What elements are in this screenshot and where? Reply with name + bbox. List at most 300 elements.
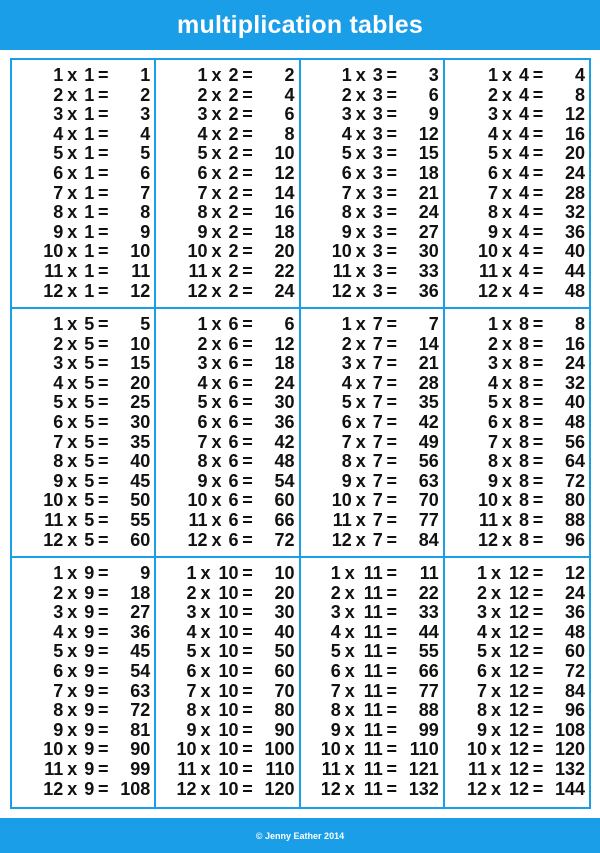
equals-sign: = <box>242 221 253 242</box>
table-row <box>12 223 150 243</box>
product: 44 <box>564 260 585 281</box>
multiplicand: 1 <box>341 65 352 85</box>
table-row <box>445 721 585 741</box>
multiplier: 11 <box>363 602 383 623</box>
equals-sign: = <box>97 143 109 164</box>
table-row <box>156 125 294 145</box>
multiplier: 5 <box>84 451 95 472</box>
equals-sign: = <box>242 470 253 491</box>
equals-sign: = <box>532 372 544 393</box>
table-row <box>445 491 585 511</box>
equals-sign: = <box>242 65 253 85</box>
times-sign: x <box>67 700 78 721</box>
multiplier: 3 <box>372 143 383 164</box>
multiplicand: 3 <box>341 353 352 374</box>
multiplicand: 4 <box>341 123 352 144</box>
footer-bar <box>0 818 600 853</box>
multiplicand: 2 <box>186 582 197 603</box>
product: 80 <box>274 700 295 721</box>
times-sign: x <box>67 470 78 491</box>
table-row <box>445 682 585 702</box>
table-row <box>12 282 150 302</box>
multiplier: 1 <box>84 84 95 105</box>
multiplier: 10 <box>218 621 239 642</box>
table-row <box>12 393 150 413</box>
table-row <box>445 125 585 145</box>
table-row <box>445 184 585 204</box>
product: 28 <box>418 372 439 393</box>
table-row <box>445 315 585 335</box>
table-row <box>156 531 294 551</box>
equals-sign: = <box>532 563 544 583</box>
table-row <box>445 282 585 302</box>
times-sign: x <box>501 333 512 354</box>
product: 45 <box>130 470 151 491</box>
table-row <box>301 354 439 374</box>
product: 18 <box>274 353 295 374</box>
multiplier: 9 <box>84 719 95 740</box>
multiplicand: 6 <box>197 411 208 432</box>
equals-sign: = <box>532 65 544 85</box>
times-sign: x <box>67 280 78 301</box>
equals-sign: = <box>97 470 109 491</box>
table-row <box>445 144 585 164</box>
times-sign: x <box>211 162 222 183</box>
equals-sign: = <box>97 641 109 662</box>
times-sign: x <box>355 123 366 144</box>
product: 49 <box>418 431 439 452</box>
product: 8 <box>284 123 295 144</box>
times-sign: x <box>490 563 501 583</box>
equals-sign: = <box>242 392 253 413</box>
product: 3 <box>428 65 439 85</box>
times-sign: x <box>67 182 78 203</box>
times-sign: x <box>211 182 222 203</box>
product: 6 <box>284 314 295 334</box>
multiplicand: 9 <box>53 221 64 242</box>
equals-sign: = <box>97 563 109 583</box>
table-row <box>445 642 585 662</box>
product: 56 <box>564 431 585 452</box>
equals-sign: = <box>532 470 544 491</box>
multiplicand: 5 <box>341 143 352 164</box>
multiplier: 5 <box>84 509 95 530</box>
table-row <box>156 564 294 584</box>
equals-sign: = <box>242 739 253 760</box>
equals-sign: = <box>386 529 397 550</box>
table-row <box>301 721 439 741</box>
table-row <box>301 282 439 302</box>
times-sign: x <box>67 333 78 354</box>
equals-sign: = <box>97 353 109 374</box>
multiplicand: 11 <box>188 509 208 530</box>
product: 8 <box>140 202 151 223</box>
table-row <box>301 511 439 531</box>
multiplier: 12 <box>508 778 529 799</box>
multiplicand: 5 <box>476 641 487 662</box>
multiplier: 8 <box>518 451 529 472</box>
multiplier: 2 <box>228 280 239 301</box>
multiplier: 1 <box>84 162 95 183</box>
equals-sign: = <box>386 621 397 642</box>
multiplicand: 12 <box>176 778 197 799</box>
equals-sign: = <box>386 65 397 85</box>
multiplier: 11 <box>363 641 383 662</box>
multiplicand: 9 <box>476 719 487 740</box>
table-row <box>12 780 150 800</box>
times-sign: x <box>211 260 222 281</box>
multiplier: 2 <box>228 84 239 105</box>
product: 48 <box>274 451 295 472</box>
table-row <box>445 740 585 760</box>
multiplicand: 10 <box>176 739 197 760</box>
equals-sign: = <box>242 162 253 183</box>
multiplicand: 12 <box>477 529 498 550</box>
multiplier: 1 <box>84 241 95 262</box>
equals-sign: = <box>386 280 397 301</box>
table-row <box>156 144 294 164</box>
multiplicand: 8 <box>53 451 64 472</box>
times-sign: x <box>501 353 512 374</box>
product: 48 <box>564 621 585 642</box>
equals-sign: = <box>386 641 397 662</box>
table-row <box>12 315 150 335</box>
multiplier: 10 <box>218 739 239 760</box>
multiplier: 4 <box>518 241 529 262</box>
product: 99 <box>130 758 151 779</box>
multiplicand: 1 <box>341 314 352 334</box>
equals-sign: = <box>242 660 253 681</box>
times-sign: x <box>490 660 501 681</box>
product: 8 <box>574 84 585 105</box>
times-sign: x <box>501 314 512 334</box>
table-row <box>445 66 585 86</box>
equals-sign: = <box>532 431 544 452</box>
product: 96 <box>564 700 585 721</box>
product: 63 <box>418 470 439 491</box>
table-row <box>301 701 439 721</box>
multiplicand: 12 <box>466 778 487 799</box>
multiplier: 6 <box>228 411 239 432</box>
multiplicand: 6 <box>487 411 498 432</box>
equals-sign: = <box>97 431 109 452</box>
equals-sign: = <box>242 241 253 262</box>
product: 40 <box>130 451 151 472</box>
multiplicand: 8 <box>330 700 341 721</box>
times-sign: x <box>355 162 366 183</box>
times-sign: x <box>344 602 355 623</box>
times-sign: x <box>211 221 222 242</box>
times-sign: x <box>67 739 78 760</box>
multiplicand: 8 <box>197 451 208 472</box>
table-row <box>12 433 150 453</box>
table-row <box>156 184 294 204</box>
times-sign: x <box>211 451 222 472</box>
multiplier: 9 <box>84 660 95 681</box>
product: 84 <box>418 529 439 550</box>
multiplicand: 12 <box>43 529 64 550</box>
equals-sign: = <box>97 241 109 262</box>
table-row <box>301 491 439 511</box>
product: 24 <box>274 280 295 301</box>
equals-sign: = <box>242 563 253 583</box>
equals-sign: = <box>386 182 397 203</box>
equals-sign: = <box>532 602 544 623</box>
table-row <box>156 682 294 702</box>
equals-sign: = <box>532 202 544 223</box>
product: 80 <box>564 490 585 511</box>
multiplier: 1 <box>84 202 95 223</box>
times-sign: x <box>67 660 78 681</box>
product: 60 <box>274 490 295 511</box>
table-row <box>301 642 439 662</box>
multiplicand: 1 <box>330 563 341 583</box>
product: 40 <box>564 392 585 413</box>
equals-sign: = <box>97 314 109 334</box>
multiplier: 7 <box>372 333 383 354</box>
multiplier: 2 <box>228 143 239 164</box>
equals-sign: = <box>532 758 544 779</box>
times-sign: x <box>67 509 78 530</box>
multiplier: 6 <box>228 333 239 354</box>
equals-sign: = <box>242 680 253 701</box>
product: 66 <box>418 660 439 681</box>
product: 14 <box>274 182 295 203</box>
times-sign: x <box>501 104 512 125</box>
multiplicand: 10 <box>43 739 64 760</box>
equals-sign: = <box>386 680 397 701</box>
multiplicand: 7 <box>53 431 64 452</box>
tables-grid <box>10 58 591 809</box>
times-sign: x <box>501 411 512 432</box>
multiplicand: 1 <box>487 314 498 334</box>
table-row <box>12 144 150 164</box>
table-row <box>445 203 585 223</box>
times-sign: x <box>211 411 222 432</box>
product: 90 <box>130 739 151 760</box>
equals-sign: = <box>386 411 397 432</box>
equals-sign: = <box>532 182 544 203</box>
table-row <box>12 164 150 184</box>
equals-sign: = <box>386 739 397 760</box>
product: 10 <box>274 563 295 583</box>
times-sign: x <box>355 431 366 452</box>
times-sign: x <box>211 143 222 164</box>
times-sign: x <box>200 758 211 779</box>
table-row <box>301 662 439 682</box>
times-sign: x <box>355 470 366 491</box>
multiplicand: 6 <box>53 162 64 183</box>
equals-sign: = <box>386 353 397 374</box>
table-row <box>12 642 150 662</box>
multiplier: 2 <box>228 123 239 144</box>
multiplicand: 10 <box>477 490 498 511</box>
product: 10 <box>130 333 151 354</box>
times-sign: x <box>490 778 501 799</box>
table-row <box>301 164 439 184</box>
multiplicand: 2 <box>487 333 498 354</box>
product: 30 <box>274 602 295 623</box>
multiplicand: 3 <box>487 104 498 125</box>
times-sign: x <box>501 529 512 550</box>
equals-sign: = <box>97 162 109 183</box>
multiplicand: 11 <box>177 758 197 779</box>
equals-sign: = <box>97 123 109 144</box>
product: 108 <box>120 778 151 799</box>
multiplier: 8 <box>518 333 529 354</box>
product: 10 <box>274 143 295 164</box>
equals-sign: = <box>532 353 544 374</box>
multiplier: 6 <box>228 372 239 393</box>
product: 24 <box>274 372 295 393</box>
equals-sign: = <box>97 621 109 642</box>
product: 24 <box>564 162 585 183</box>
product: 50 <box>274 641 295 662</box>
times-sign: x <box>67 563 78 583</box>
multiplier: 11 <box>363 739 383 760</box>
equals-sign: = <box>242 490 253 511</box>
product: 18 <box>130 582 151 603</box>
product: 24 <box>564 582 585 603</box>
times-sign: x <box>501 280 512 301</box>
times-sign: x <box>501 143 512 164</box>
table-row <box>301 374 439 394</box>
multiplier: 12 <box>508 563 529 583</box>
multiplicand: 2 <box>487 84 498 105</box>
table-row <box>445 335 585 355</box>
multiplier: 12 <box>508 621 529 642</box>
multiplicand: 8 <box>341 202 352 223</box>
multiplier: 5 <box>84 431 95 452</box>
table-row <box>12 66 150 86</box>
equals-sign: = <box>97 411 109 432</box>
table-row <box>445 354 585 374</box>
equals-sign: = <box>532 451 544 472</box>
times-sign: x <box>211 490 222 511</box>
times-sign: x <box>200 621 211 642</box>
equals-sign: = <box>386 104 397 125</box>
multiplicand: 12 <box>331 529 352 550</box>
multiplier: 3 <box>372 280 383 301</box>
multiplicand: 5 <box>487 392 498 413</box>
multiplier: 2 <box>228 260 239 281</box>
multiplier: 1 <box>84 221 95 242</box>
table-row <box>301 413 439 433</box>
table-row <box>156 413 294 433</box>
times-sign: x <box>355 182 366 203</box>
product: 33 <box>418 602 439 623</box>
equals-sign: = <box>242 123 253 144</box>
times-sign: x <box>211 123 222 144</box>
multiplicand: 5 <box>341 392 352 413</box>
equals-sign: = <box>242 451 253 472</box>
multiplicand: 12 <box>187 280 208 301</box>
multiplier: 12 <box>508 660 529 681</box>
product: 2 <box>140 84 151 105</box>
times-sign: x <box>355 202 366 223</box>
equals-sign: = <box>532 411 544 432</box>
multiplicand: 10 <box>43 490 64 511</box>
multiplicand: 1 <box>197 314 208 334</box>
table-row <box>301 184 439 204</box>
equals-sign: = <box>97 778 109 799</box>
table-row <box>445 584 585 604</box>
product: 30 <box>130 411 151 432</box>
times-sign: x <box>501 372 512 393</box>
table-row <box>445 433 585 453</box>
table-row <box>301 584 439 604</box>
equals-sign: = <box>386 719 397 740</box>
multiplicand: 4 <box>53 123 64 144</box>
equals-sign: = <box>97 65 109 85</box>
times-sign: x <box>200 680 211 701</box>
product: 60 <box>274 660 295 681</box>
multiplicand: 6 <box>341 162 352 183</box>
multiplicand: 4 <box>487 372 498 393</box>
times-sign: x <box>67 123 78 144</box>
multiplicand: 7 <box>197 182 208 203</box>
multiplicand: 10 <box>331 490 352 511</box>
times-sign: x <box>211 241 222 262</box>
product: 36 <box>564 602 585 623</box>
equals-sign: = <box>97 280 109 301</box>
times-sign: x <box>67 104 78 125</box>
multiplicand: 5 <box>186 641 197 662</box>
times-sign: x <box>344 621 355 642</box>
table-11 <box>301 558 445 807</box>
multiplicand: 6 <box>476 660 487 681</box>
multiplicand: 3 <box>53 353 64 374</box>
table-row <box>156 262 294 282</box>
product: 9 <box>428 104 439 125</box>
multiplier: 8 <box>518 353 529 374</box>
table-row <box>301 393 439 413</box>
multiplier: 3 <box>372 162 383 183</box>
multiplier: 6 <box>228 451 239 472</box>
equals-sign: = <box>386 372 397 393</box>
multiplicand: 9 <box>487 221 498 242</box>
table-row <box>156 315 294 335</box>
multiplier: 6 <box>228 490 239 511</box>
product: 20 <box>130 372 151 393</box>
table-row <box>301 144 439 164</box>
equals-sign: = <box>242 280 253 301</box>
product: 16 <box>564 333 585 354</box>
equals-sign: = <box>532 582 544 603</box>
table-row <box>301 223 439 243</box>
multiplier: 2 <box>228 202 239 223</box>
product: 44 <box>418 621 439 642</box>
product: 72 <box>130 700 151 721</box>
multiplicand: 3 <box>53 104 64 125</box>
equals-sign: = <box>532 143 544 164</box>
multiplier: 7 <box>372 314 383 334</box>
table-row <box>156 223 294 243</box>
times-sign: x <box>501 123 512 144</box>
table-row <box>156 66 294 86</box>
table-row <box>156 511 294 531</box>
multiplier: 5 <box>84 411 95 432</box>
table-row <box>301 242 439 262</box>
times-sign: x <box>200 602 211 623</box>
times-sign: x <box>67 680 78 701</box>
product: 20 <box>564 143 585 164</box>
product: 32 <box>564 202 585 223</box>
multiplier: 4 <box>518 65 529 85</box>
table-row <box>156 701 294 721</box>
product: 6 <box>140 162 151 183</box>
table-row <box>156 662 294 682</box>
